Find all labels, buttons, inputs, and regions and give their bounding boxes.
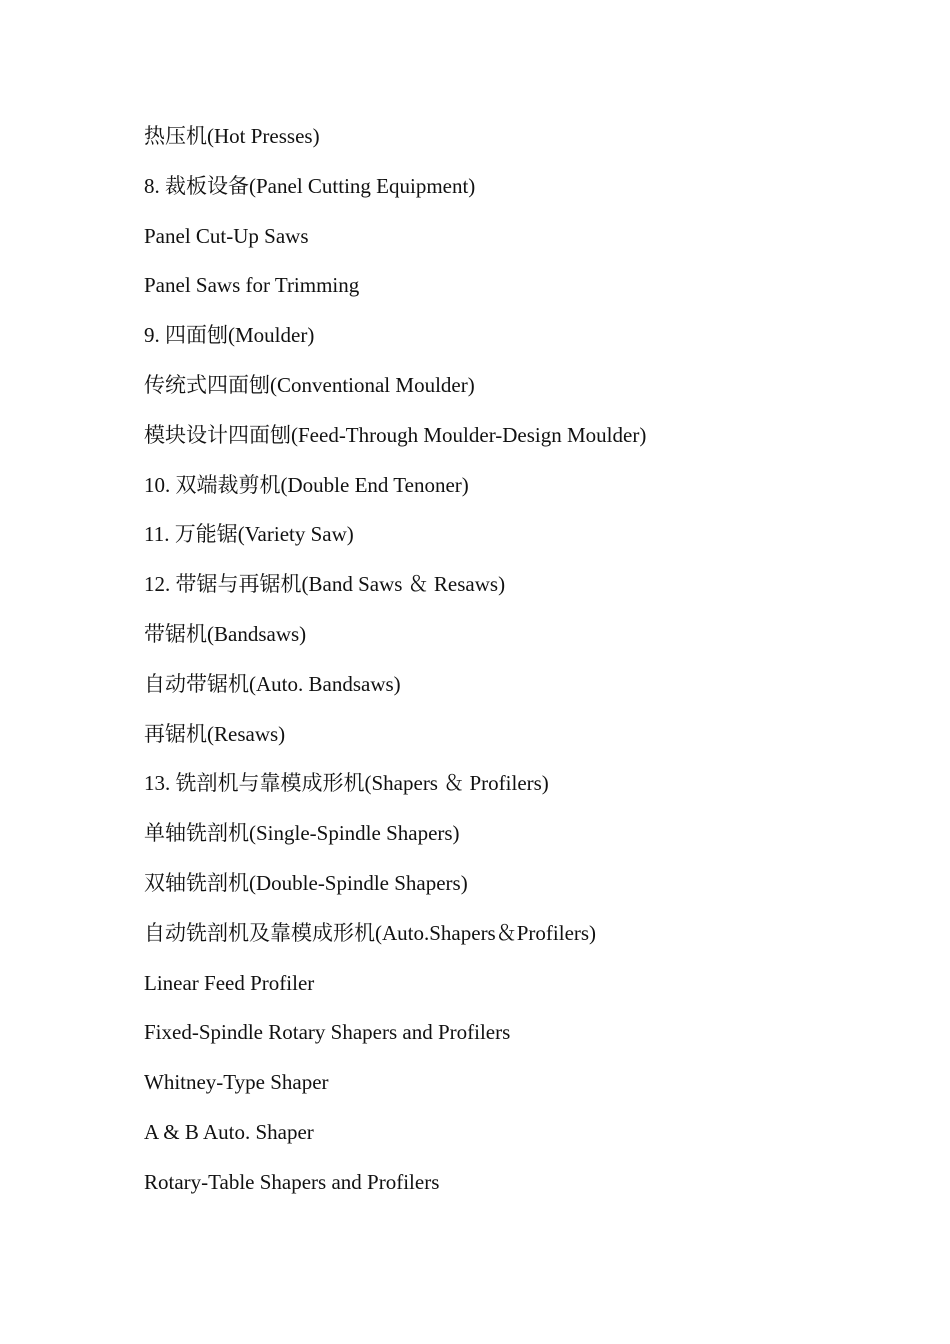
text-line: 再锯机(Resaws): [144, 721, 286, 746]
section-heading: 10. 双端裁剪机(Double End Tenoner): [144, 472, 469, 497]
text-line: Panel Cut-Up Saws: [144, 223, 309, 248]
text-line: Panel Saws for Trimming: [144, 273, 360, 298]
section-heading: 13. 铣剖机与靠模成形机(Shapers ＆ Profilers): [144, 771, 549, 796]
section-heading: 8. 裁板设备(Panel Cutting Equipment): [144, 173, 476, 198]
text-line: 传统式四面刨(Conventional Moulder): [144, 372, 475, 397]
text-line: 双轴铣剖机(Double-Spindle Shapers): [144, 870, 468, 895]
text-line: Fixed-Spindle Rotary Shapers and Profilers: [144, 1020, 511, 1045]
text-line: Rotary-Table Shapers and Profilers: [144, 1169, 440, 1194]
text-line: 单轴铣剖机(Single-Spindle Shapers): [144, 821, 460, 846]
text-line: Whitney-Type Shaper: [144, 1070, 329, 1095]
section-heading: 11. 万能锯(Variety Saw): [144, 522, 354, 547]
section-heading: 9. 四面刨(Moulder): [144, 323, 315, 348]
text-line: Linear Feed Profiler: [144, 970, 315, 995]
text-line: 模块设计四面刨(Feed-Through Moulder-Design Moulder): [144, 422, 647, 447]
text-line: 热压机(Hot Presses): [144, 124, 320, 148]
text-line: 带锯机(Bandsaws): [144, 621, 307, 646]
text-line: A & B Auto. Shaper: [144, 1119, 314, 1144]
text-line: 自动铣剖机及靠模成形机(Auto.Shapers＆Profilers): [144, 920, 597, 945]
text-line: 自动带锯机(Auto. Bandsaws): [144, 671, 401, 696]
document-page: [144, 121, 864, 1217]
section-heading: 12. 带锯与再锯机(Band Saws ＆ Resaws): [144, 572, 506, 597]
